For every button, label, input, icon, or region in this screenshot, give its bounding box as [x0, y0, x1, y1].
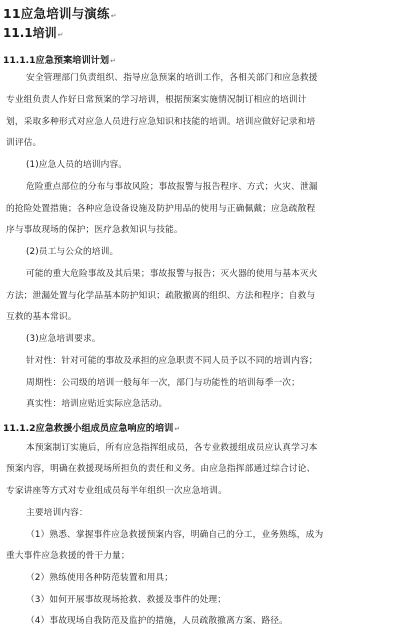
- list-heading: (2)员工与公众的培训。: [26, 247, 119, 257]
- body-line: 周期性：公司级的培训一般每年一次，部门与功能性的培训每季一次；: [26, 378, 300, 388]
- body-line: 本预案制订实施后，所有应急指挥组成员，各专业救援组成员应认真学习本: [26, 443, 318, 453]
- paragraph-mark-icon: ↵: [57, 31, 64, 39]
- body-line: 互救的基本常识。: [6, 312, 77, 322]
- subsection-heading-training-plan: 11.1.1应急预案培训计划↵: [3, 55, 116, 66]
- body-line: 安全管理部门负责组织、指导应急预案的培训工作，各相关部门和应急救援: [26, 73, 318, 83]
- body-line: （3）如何开展事故现场抢救、救援及事件的处理；: [26, 595, 227, 605]
- body-line: （4）事故现场自我防范及监护的措施，人员疏散撤离方案、路径。: [26, 616, 288, 626]
- body-line: 重大事件应急救援的骨干力量；: [6, 551, 130, 561]
- paragraph-mark-icon: ↵: [110, 57, 116, 65]
- chapter-heading: 11应急培训与演练↵: [3, 6, 117, 21]
- body-line: （2）熟练使用各种防范装置和用具；: [26, 573, 174, 583]
- body-line: 危险重点部位的分布与事故风险；事故报警与报告程序、方式；火灾、泄漏: [26, 182, 318, 192]
- list-heading: 主要培训内容：: [26, 508, 88, 518]
- body-line: 方法；泄漏处置与化学品基本防护知识；疏散撤离的组织、方法和程序；自救与: [6, 291, 316, 301]
- body-line: 训评估。: [6, 138, 42, 148]
- body-line: 专业组负责人作好日常预案的学习培训，根据预案实施情况制订相应的培训计: [6, 95, 307, 105]
- body-line: 针对性：针对可能的事故及承担的应急职责不同人员予以不同的培训内容；: [26, 356, 318, 366]
- list-heading: (1)应急人员的培训内容。: [26, 160, 128, 170]
- section-heading: 11.1培训↵: [3, 26, 64, 40]
- body-line: 的抢险处置措施；各种应急设备设施及防护用品的使用与正确佩戴；应急疏散程: [6, 204, 316, 214]
- list-heading: (3)应急培训要求。: [26, 334, 101, 344]
- body-line: 序与事故现场的保护；医疗急救知识与技能。: [6, 225, 183, 235]
- paragraph-mark-icon: ↵: [110, 12, 117, 20]
- subsection-heading-response-training: 11.1.2应急救援小组成员应急响应的培训↵: [3, 423, 181, 434]
- body-line: 可能的重大危险事故及其后果；事故报警与报告；灭火器的使用与基本灭火: [26, 269, 318, 279]
- paragraph-mark-icon: ↵: [174, 425, 181, 433]
- body-line: 划，采取多种形式对应急人员进行应急知识和技能的培训。培训应做好记录和培: [6, 117, 316, 127]
- body-line: 真实性：培训应贴近实际应急活动。: [26, 399, 168, 409]
- body-line: 预案内容，明确在救援现场所担负的责任和义务。由应急指挥部通过综合讨论、: [6, 464, 316, 474]
- body-line: （1）熟悉、掌握事件应急救援预案内容，明确自己的分工，业务熟练，成为: [26, 530, 324, 540]
- body-line: 专家讲座等方式对专业组成员每半年组织一次应急培训。: [6, 486, 227, 496]
